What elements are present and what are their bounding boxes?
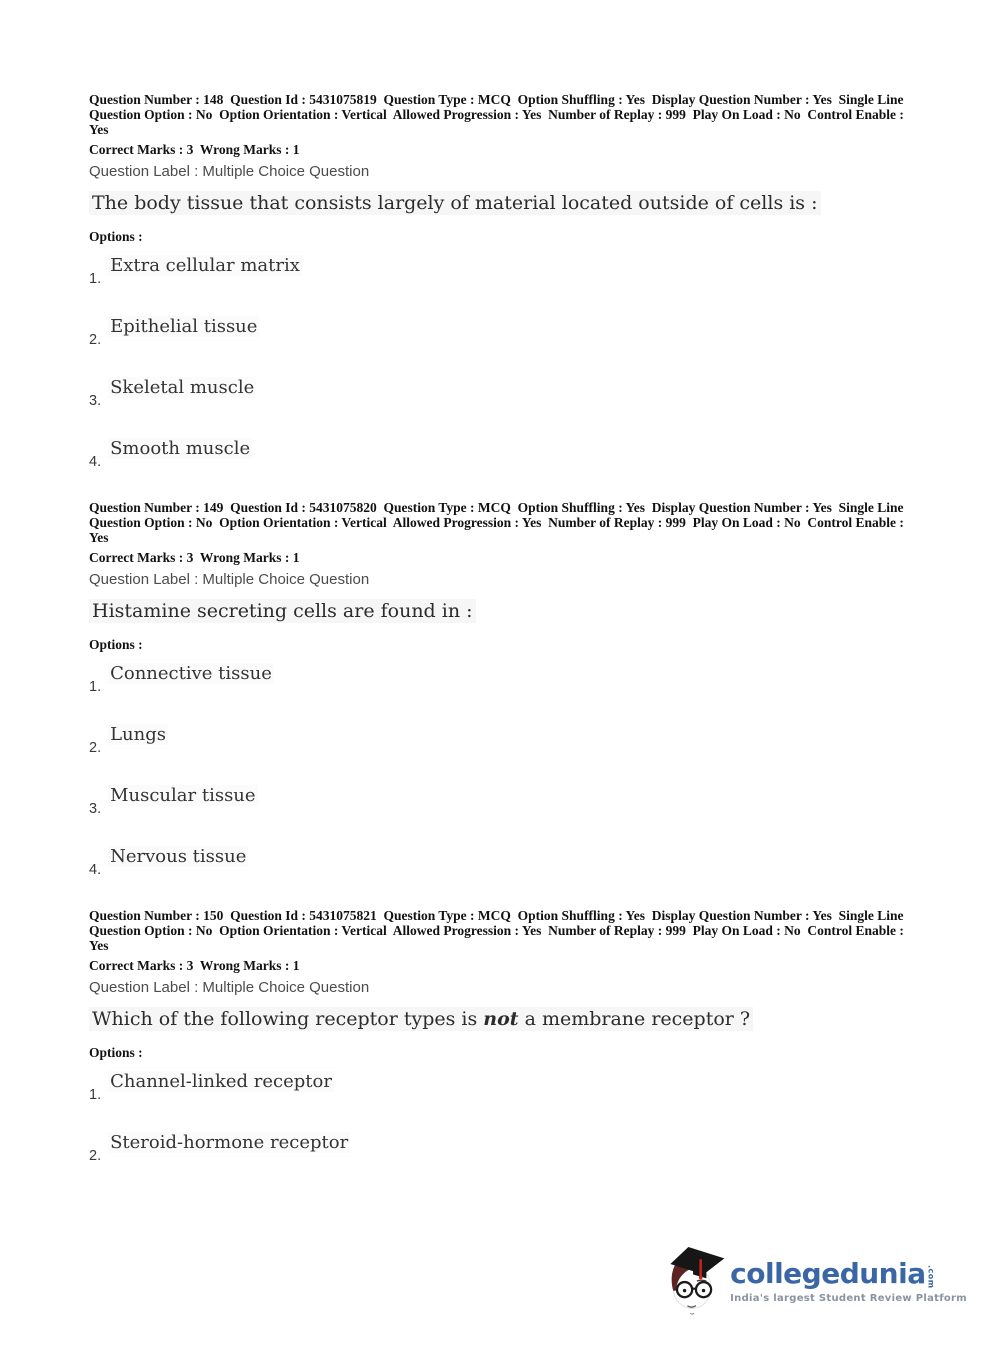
question-metadata: Question Number : 148 Question Id : 5431075819 Question Type : MCQ Option Shuffling : Yes Display Question Number : Yes Single Line Question Option : No Option Orientation : Vertical Allowed Progression : Yes Number of Replay : 999 Play On Load : No Control Enable : Yes (89, 92, 907, 137)
question-metadata: Question Number : 150 Question Id : 5431075821 Question Type : MCQ Option Shuffling : Yes Display Question Number : Yes Single Line Question Option : No Option Orientation : Vertical Allowed Progression : Yes Number of Replay : 999 Play On Load : No Control Enable : Yes (89, 908, 907, 953)
question-text (89, 599, 907, 623)
question-text-content: The body tissue that consists largely of material located outside of cells is : (89, 191, 821, 215)
option-label: Nervous tissue (110, 846, 247, 867)
option-row (89, 438, 907, 470)
option-row (89, 1132, 907, 1164)
options-list (89, 255, 907, 470)
question-label: Question Label : Multiple Choice Question (89, 571, 370, 588)
question-text-before: Which of the following receptor types is (92, 1008, 484, 1030)
option-number: 2. (89, 332, 102, 348)
option-number: 1. (89, 271, 102, 287)
option-label: Steroid-hormone receptor (110, 1132, 349, 1153)
options-list (89, 663, 907, 878)
option-row (89, 1071, 907, 1103)
question-block-149 (89, 500, 907, 878)
brand-tld: .com (926, 1265, 936, 1289)
option-row (89, 255, 907, 287)
question-label: Question Label : Multiple Choice Question (89, 163, 370, 180)
question-text (89, 191, 907, 215)
options-title: Options : (89, 1045, 143, 1060)
option-row (89, 663, 907, 695)
option-row (89, 377, 907, 409)
option-label: Channel-linked receptor (110, 1071, 332, 1092)
exam-paper-page (89, 92, 907, 1193)
question-text-after: a membrane receptor ? (518, 1008, 751, 1030)
option-label: Skeletal muscle (110, 377, 255, 398)
option-label: Lungs (110, 724, 166, 745)
logo-text (730, 1259, 967, 1304)
question-label: Question Label : Multiple Choice Question (89, 979, 370, 996)
option-label: Connective tissue (110, 663, 272, 684)
question-text-content (89, 1007, 753, 1031)
option-label: Epithelial tissue (110, 316, 258, 337)
option-label: Extra cellular matrix (110, 255, 300, 276)
option-number: 1. (89, 679, 102, 695)
option-row (89, 316, 907, 348)
option-number: 4. (89, 454, 102, 470)
options-title: Options : (89, 229, 143, 244)
options-title: Options : (89, 637, 143, 652)
option-number: 2. (89, 1148, 102, 1164)
question-text (89, 1007, 907, 1031)
option-number: 1. (89, 1087, 102, 1103)
question-marks: Correct Marks : 3 Wrong Marks : 1 (89, 142, 300, 157)
question-marks: Correct Marks : 3 Wrong Marks : 1 (89, 958, 300, 973)
question-text-content: Histamine secreting cells are found in : (89, 599, 476, 623)
option-row (89, 785, 907, 817)
option-number: 4. (89, 862, 102, 878)
option-row (89, 846, 907, 878)
option-label: Muscular tissue (110, 785, 256, 806)
option-number: 3. (89, 393, 102, 409)
question-block-150 (89, 908, 907, 1164)
collegedunia-mascot-icon (664, 1247, 726, 1319)
collegedunia-logo (664, 1247, 967, 1319)
question-block-148 (89, 92, 907, 470)
options-list (89, 1071, 907, 1164)
option-number: 3. (89, 801, 102, 817)
brand-tagline: India's largest Student Review Platform (730, 1293, 967, 1304)
question-metadata: Question Number : 149 Question Id : 5431075820 Question Type : MCQ Option Shuffling : Yes Display Question Number : Yes Single Line Question Option : No Option Orientation : Vertical Allowed Progression : Yes Number of Replay : 999 Play On Load : No Control Enable : Yes (89, 500, 907, 545)
option-label: Smooth muscle (110, 438, 251, 459)
question-marks: Correct Marks : 3 Wrong Marks : 1 (89, 550, 300, 565)
option-number: 2. (89, 740, 102, 756)
question-text-italic: not (483, 1008, 519, 1030)
brand-name: collegedunia (730, 1257, 926, 1290)
option-row (89, 724, 907, 756)
